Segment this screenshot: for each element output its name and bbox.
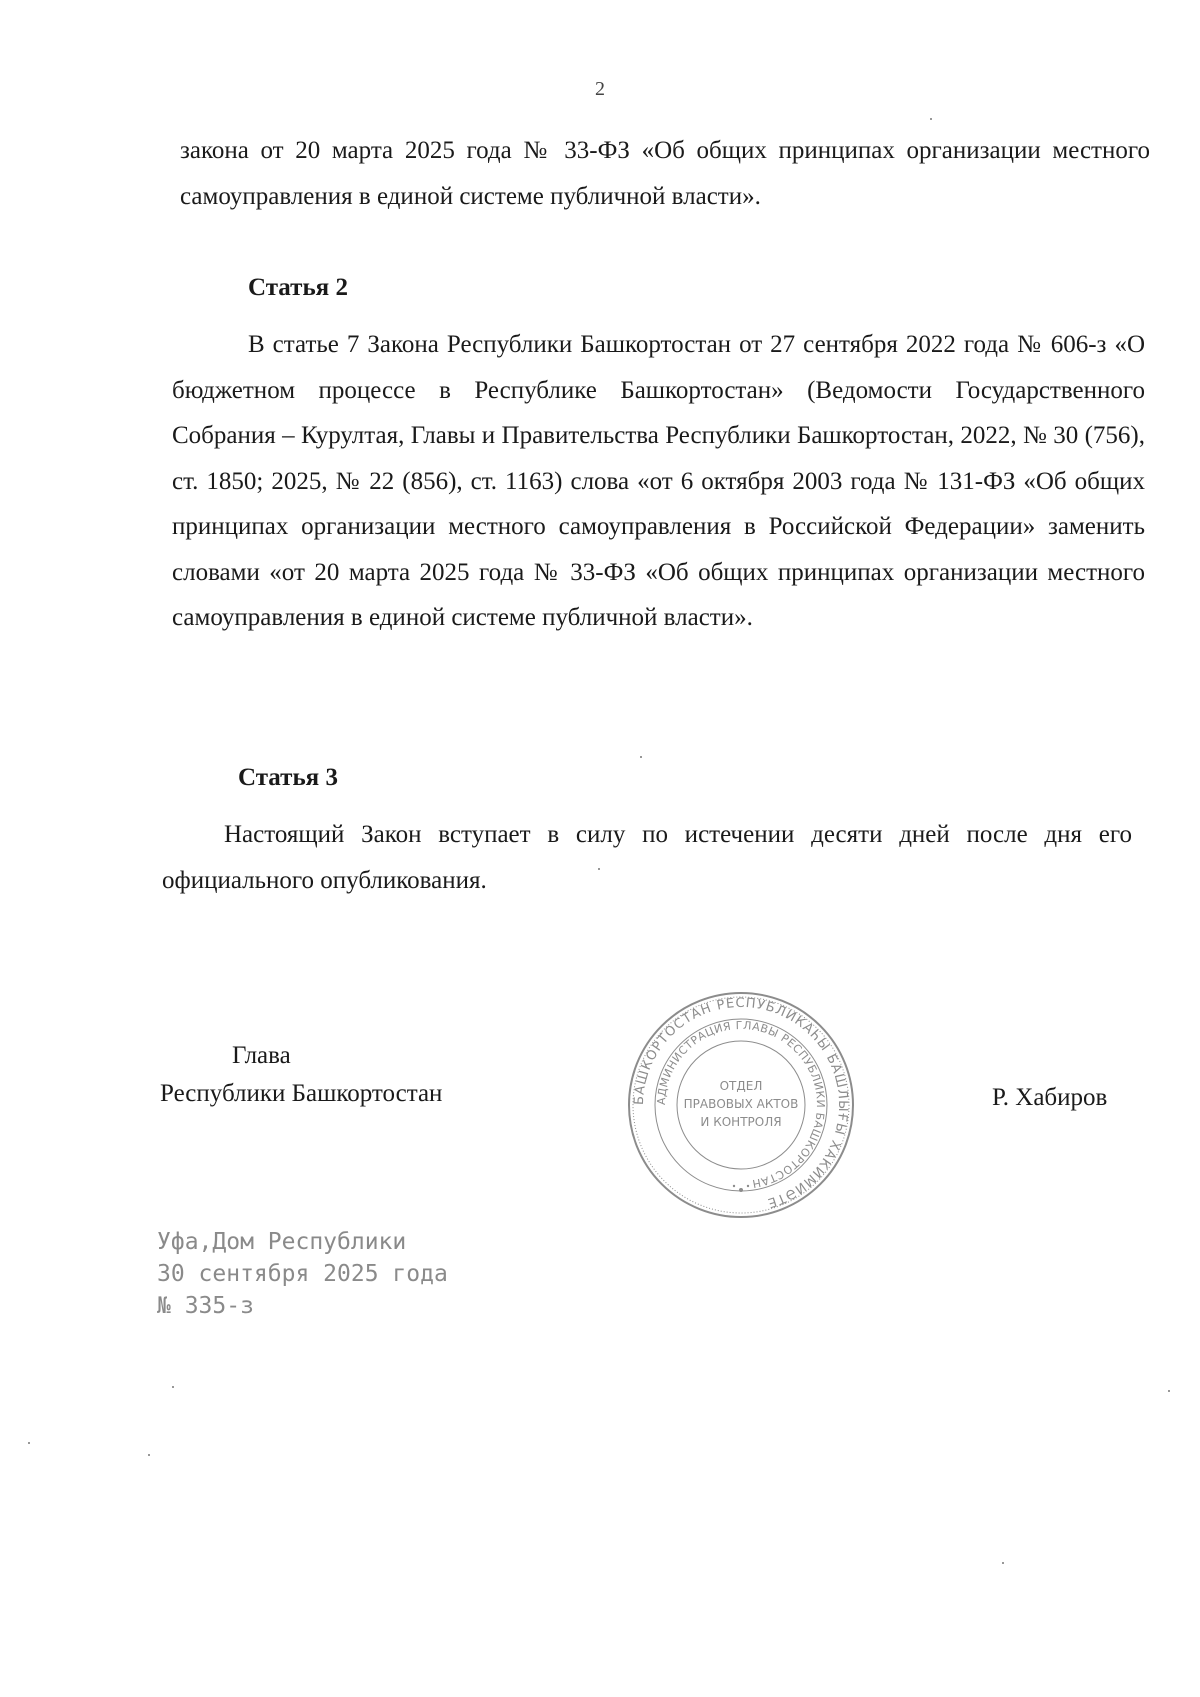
place-line: Уфа,Дом Республики — [157, 1229, 407, 1255]
scan-speck — [172, 1386, 174, 1388]
article-2-text: В статье 7 Закона Республики Башкортостан от 27 сентября 2022 года № 606-з «О бюджетном процессе в Республике Башкортостан» (Ведомости Государственного Собрания – Курултая, Главы и Правительства Республики Башкортостан, 2022, № 30 (756), ст. 1850; 2025, № 22 (856), ст. 1163) слова «от 6 октября 2003 года № 131-ФЗ «Об общих принципах организации местного самоуправления в Российской Федерации» заменить словами «от 20 марта 2025 года № 33-ФЗ «Об общих принципах организации местного самоуправления в единой системе публичной власти». — [172, 331, 1145, 631]
article-3-heading: Статья 3 — [238, 764, 338, 791]
scan-speck — [1168, 1390, 1170, 1392]
continuation-paragraph: закона от 20 марта 2025 года № 33-ФЗ «Об общих принципах организации местного самоуправления в единой системе публичной власти». — [180, 137, 1150, 210]
stamp-inner-text: АДМИНИСТРАЦИЯ ГЛАВЫ РЕСПУБЛИКИ БАШКОРТОСТАН — [654, 1018, 828, 1191]
scan-speck — [1002, 1562, 1004, 1564]
scan-speck — [640, 756, 642, 758]
date-line: 30 сентября 2025 года — [157, 1261, 448, 1287]
page-number: 2 — [595, 78, 605, 100]
official-stamp — [626, 990, 856, 1220]
signatory-title-line2: Республики Башкортостан — [160, 1080, 443, 1107]
signatory-title-line1: Глава — [232, 1042, 291, 1069]
stamp-center-line2: ПРАВОВЫХ АКТОВ — [683, 1097, 799, 1111]
scan-speck — [148, 1454, 150, 1456]
scan-speck — [28, 1442, 30, 1444]
stamp-center-line1: ОТДЕЛ — [719, 1079, 763, 1093]
signatory-name: Р. Хабиров — [992, 1084, 1108, 1111]
article-2-heading: Статья 2 — [248, 274, 348, 301]
place-date-number-block — [157, 1226, 448, 1322]
stamp-outer-text: БАШКОРТОСТАН РЕСПУБЛИКАҺЫ БАШЛЫҒЫ ХАКИМИӘТЕ — [631, 995, 851, 1211]
article-3-text: Настоящий Закон вступает в силу по истечении десяти дней после дня его официального опубликования. — [162, 821, 1132, 894]
stamp-center-line3: И КОНТРОЛЯ — [700, 1115, 782, 1129]
scan-speck — [930, 118, 932, 120]
scan-speck — [598, 868, 600, 870]
law-number-line: № 335-з — [157, 1293, 254, 1319]
